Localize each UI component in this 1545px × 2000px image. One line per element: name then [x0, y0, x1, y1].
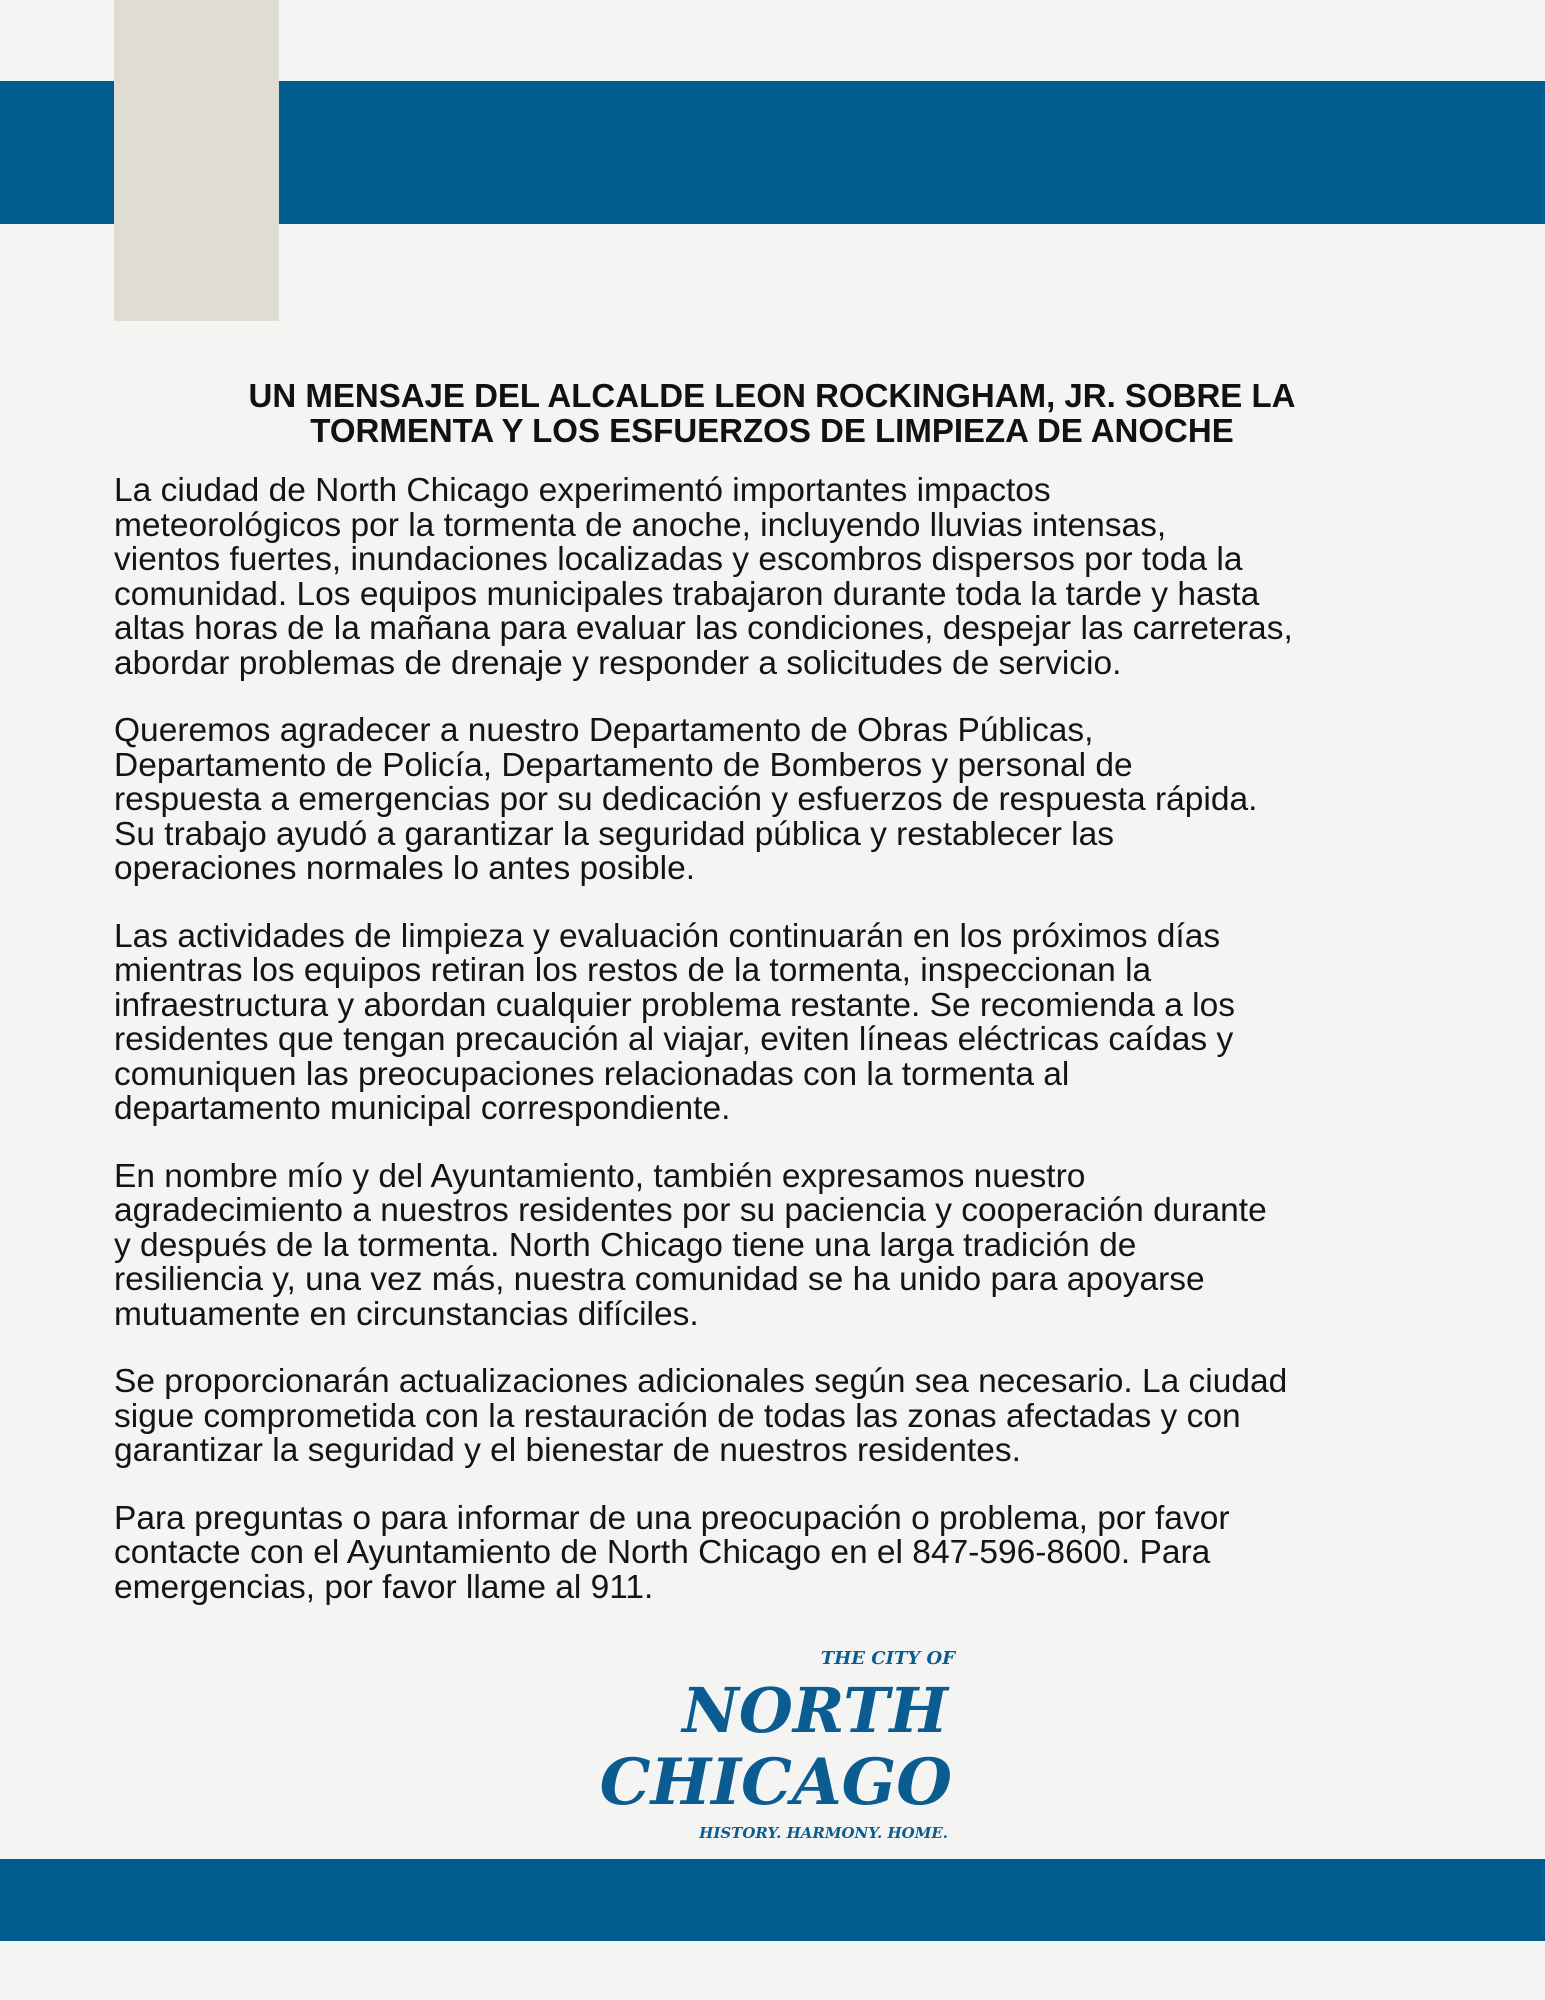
message-body [114, 474, 1444, 1638]
title-line: UN MENSAJE DEL ALCALDE LEON ROCKINGHAM, JR. SOBRE LA [248, 377, 1296, 414]
text-line: Queremos agradecer a nuestro Departamento de Obras Públicas, [114, 712, 1094, 749]
text-line: garantizar la seguridad y el bienestar de nuestros residentes. [114, 1432, 1021, 1469]
text-line: comuniquen las preocupaciones relacionadas con la tormenta al [114, 1055, 1070, 1093]
logo-word-chicago: CHICAGO [599, 1745, 952, 1820]
text-line: meteorológicos por la tormenta de anoche, incluyendo lluvias intensas, [114, 506, 1167, 544]
paragraph-contact [114, 1499, 1444, 1606]
text-line: mutuamente en circunstancias difíciles. [114, 1295, 699, 1333]
paragraph-cleanup [114, 917, 1444, 1127]
text-line: abordar problemas de drenaje y responder a solicitudes de servicio. [114, 644, 1122, 682]
paragraph-thanks-departments [114, 714, 1444, 887]
logo-word-north: NORTH [682, 1674, 948, 1747]
text-line: sigue comprometida con la restauración de todas las zonas afectadas y con [114, 1397, 1241, 1435]
text-line: altas horas de la mañana para evaluar las condiciones, despejar las carreteras, [114, 610, 1293, 647]
paragraph-updates [114, 1365, 1444, 1469]
text-line: contacte con el Ayuntamiento de North Chicago en el 847-596-8600. Para [114, 1534, 1211, 1571]
logo-top-line: THE CITY OF [820, 1648, 955, 1669]
text-line: y después de la tormenta. North Chicago tiene una larga tradición de [114, 1226, 1137, 1264]
paragraph-thanks-residents [114, 1157, 1444, 1333]
text-line: La ciudad de North Chicago experimentó importantes impactos [114, 472, 1051, 509]
text-line: Para preguntas o para informar de una preocupación o problema, por favor [114, 1499, 1230, 1537]
text-line: resiliencia y, una vez más, nuestra comunidad se ha unido para apoyarse [114, 1261, 1205, 1298]
text-line: infraestructura y abordan cualquier problema restante. Se recomienda a los [114, 986, 1236, 1024]
text-line: mientras los equipos retiran los restos de la tormenta, inspeccionan la [114, 952, 1152, 989]
text-line: respuesta a emergencias por su dedicación y esfuerzos de respuesta rápida. [114, 781, 1258, 818]
text-line: agradecimiento a nuestros residentes por su paciencia y cooperación durante [114, 1192, 1267, 1229]
text-line: Se proporcionarán actualizaciones adicionales según sea necesario. La ciudad [114, 1363, 1288, 1400]
text-line: emergencias, por favor llame al 911. [114, 1568, 654, 1606]
logo-tagline: HISTORY. HARMONY. HOME. [699, 1824, 948, 1842]
title-line: TORMENTA Y LOS ESFUERZOS DE LIMPIEZA DE ANOCHE [310, 412, 1234, 449]
text-line: Las actividades de limpieza y evaluación continuarán en los próximos días [114, 917, 1221, 955]
text-line: En nombre mío y del Ayuntamiento, también expresamos nuestro [114, 1157, 1086, 1195]
text-line: comunidad. Los equipos municipales trabajaron durante toda la tarde y hasta [114, 575, 1260, 613]
header-accent-block [114, 0, 279, 321]
page-title [114, 378, 1430, 448]
text-line: Departamento de Policía, Departamento de Bomberos y personal de [114, 746, 1133, 784]
text-line: vientos fuertes, inundaciones localizadas y escombros dispersos por toda la [114, 541, 1243, 578]
city-logo [590, 1646, 960, 1846]
paragraph-storm-impacts [114, 474, 1444, 681]
footer-band [0, 1859, 1545, 1941]
text-line: operaciones normales lo antes posible. [114, 850, 696, 887]
text-line: Su trabajo ayudó a garantizar la seguridad pública y restablecer las [114, 815, 1115, 853]
text-line: departamento municipal correspondiente. [114, 1090, 731, 1127]
text-line: residentes que tengan precaución al viajar, eviten líneas eléctricas caídas y [114, 1021, 1234, 1058]
